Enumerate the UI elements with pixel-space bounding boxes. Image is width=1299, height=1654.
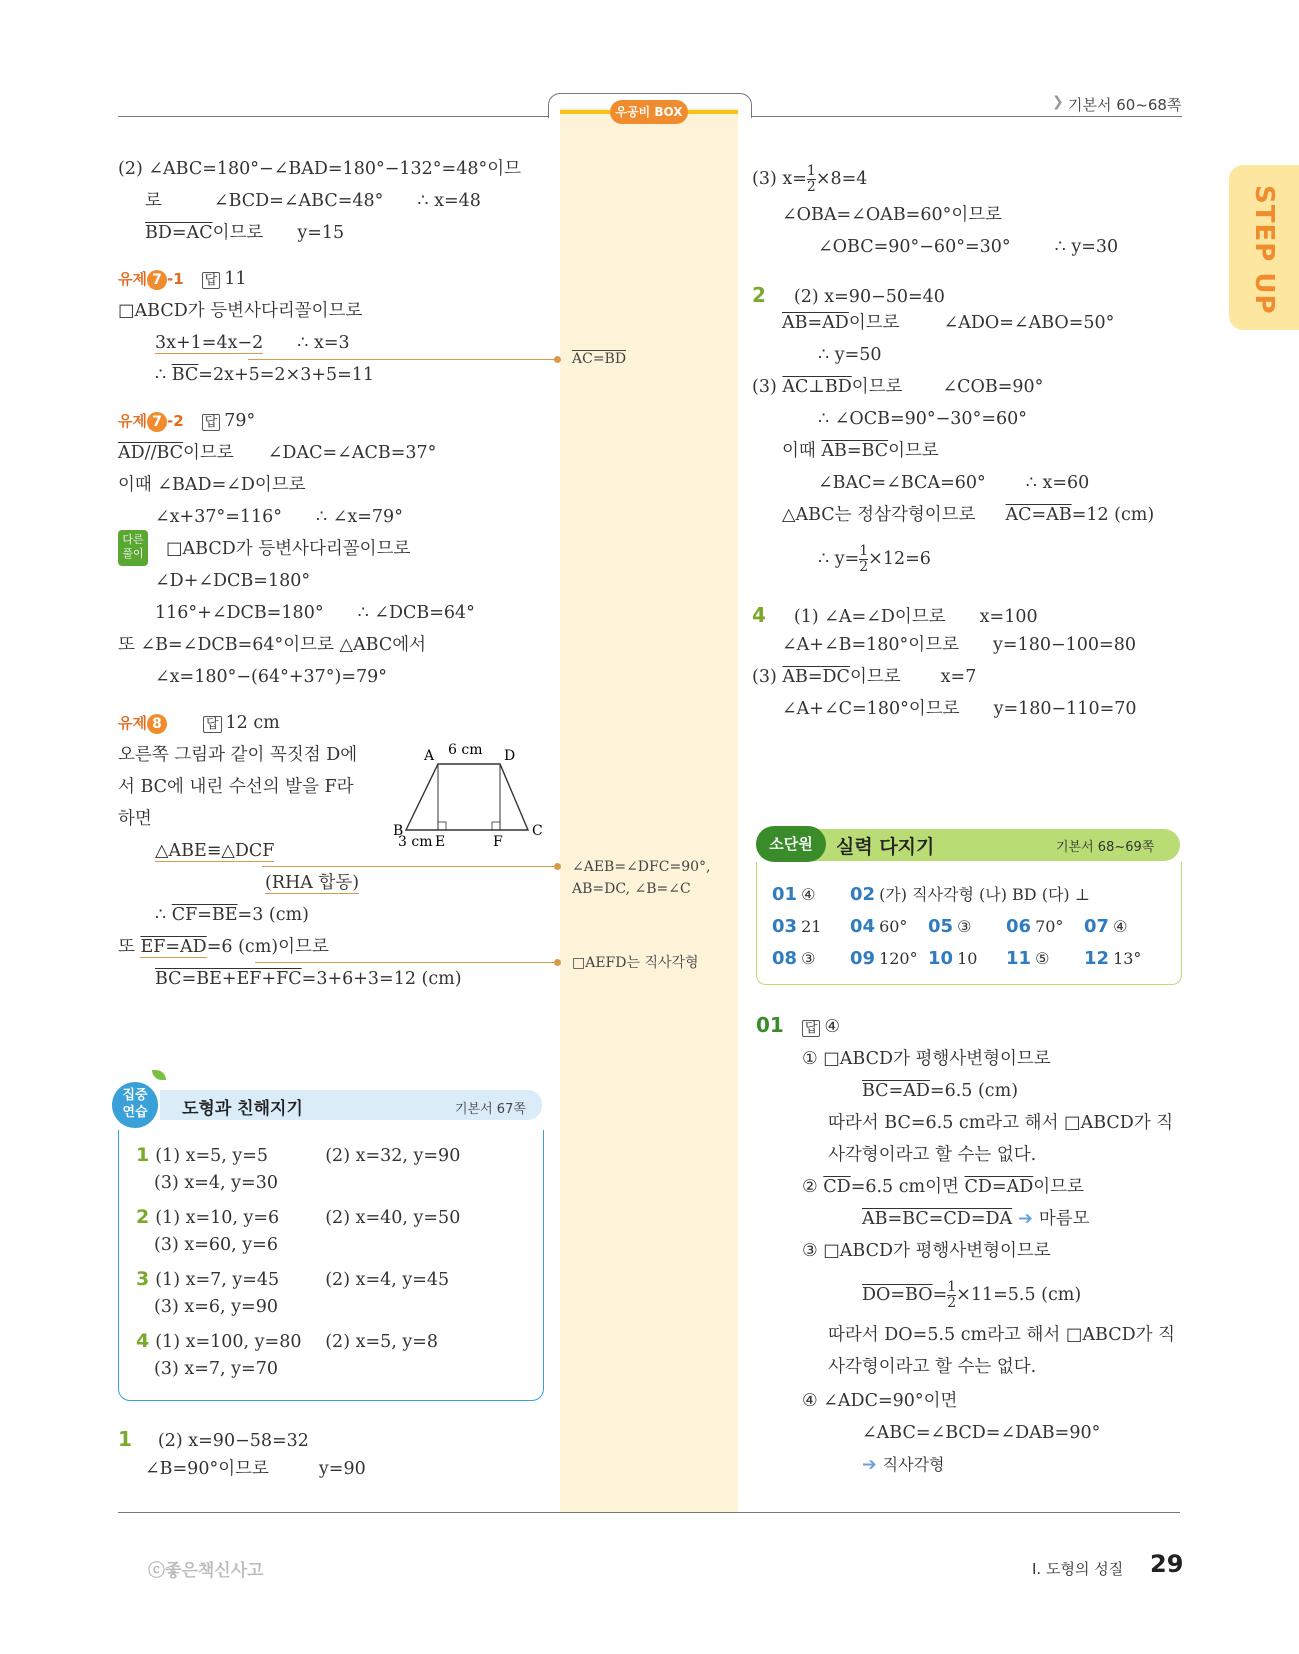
ex71-heading — [118, 268, 247, 292]
unit-answer: 04 60° — [850, 916, 908, 937]
ex8-line6: ∴ CF=BE=3 (cm) — [155, 905, 309, 925]
a01-line4: 사각형이라고 할 수는 없다. — [828, 1145, 1037, 1165]
q4-line3: (3) AB=DC이므로 x=7 — [752, 667, 977, 687]
ex8-num: 8 — [147, 714, 167, 734]
unit-answer: 07 ④ — [1084, 916, 1128, 937]
box-label: 우공비 BOX — [610, 100, 688, 124]
note1-dot — [554, 356, 561, 363]
ex71-line2 — [155, 332, 350, 354]
p3-line3: ∠OBC=90°−60°=30° ∴ y=30 — [818, 237, 1119, 257]
center-box-column — [560, 112, 738, 1512]
ex8-heading — [118, 712, 280, 736]
ex71-label: 유제 7 -1 — [118, 270, 184, 288]
p2-l3a: BD=AC — [145, 223, 213, 243]
unit-answer: 02 (가) 직사각형 (나) BD (다) ⊥ — [850, 884, 1090, 905]
ex72-line1: AD//BC이므로 ∠DAC=∠ACB=37° — [118, 443, 437, 463]
p2-line3 — [145, 222, 344, 244]
footer-chapter: I. 도형의 성질 — [1032, 1560, 1124, 1578]
note2-dot — [554, 863, 561, 870]
unit-answer: 10 10 — [928, 948, 978, 969]
a01-line8: DO=BO= $\frac{1}{2}$ ×11=5.5 (cm) — [862, 1279, 1082, 1311]
focus-badge: 집중 연습 — [122, 1088, 148, 1120]
focus-title: 도형과 친해지기 — [182, 1099, 303, 1119]
q4-line1: 4 (1) ∠A=∠D이므로 x=100 — [752, 603, 1038, 627]
page-number: 29 — [1150, 1550, 1184, 1578]
q2-line2: AB=AD이므로 ∠ADO=∠ABO=50° — [782, 313, 1115, 333]
ex8-line7: 또 EF=AD=6 (cm)이므로 — [118, 937, 329, 957]
a01-heading: 01 답 ④ — [756, 1013, 841, 1037]
p3-line2: ∠OBA=∠OAB=60°이므로 — [782, 205, 1003, 225]
fig-label-D: D — [504, 748, 516, 764]
ex72-answer: 79° — [224, 411, 256, 431]
a01-line10: 사각형이라고 할 수는 없다. — [828, 1357, 1037, 1377]
header-rule-right — [750, 116, 1182, 117]
q1-line2: ∠B=90°이므로 y=90 — [145, 1459, 366, 1479]
arrow-right-icon: ➔ — [862, 1455, 877, 1475]
unit-answer: 01 ④ — [772, 884, 816, 905]
a01-line3: 따라서 BC=6.5 cm라고 해서 □ABCD가 직 — [828, 1113, 1174, 1133]
fig-label-F: F — [493, 834, 503, 850]
p2-l3b: 이므로 — [212, 223, 264, 243]
q2-line6: 이때 AB=BC이므로 — [782, 441, 939, 461]
ex8-line4: △ABE≡△DCF — [155, 841, 275, 861]
ex72-line7: 또 ∠B=∠DCB=64°이므로 △ABC에서 — [118, 635, 427, 655]
answer-icon: 답 — [802, 1020, 821, 1037]
ex71-l2b: ∴ x=3 — [297, 333, 350, 353]
note2-leader — [262, 866, 558, 867]
fig-label-C: C — [532, 823, 543, 839]
focus-item: 1 (1) x=5, y=5 (2) x=32, y=90 — [136, 1144, 461, 1166]
note1: AC=BD — [572, 351, 627, 367]
ex8-label: 유제 8 — [118, 714, 167, 732]
p2-line1: (2) ∠ABC=180°−∠BAD=180°−132°=48°이므 — [118, 159, 522, 179]
p2-l2c: ∴ x=48 — [417, 191, 481, 211]
q4-line2: ∠A+∠B=180°이므로 y=180−100=80 — [782, 635, 1136, 655]
ex72-heading — [118, 410, 255, 434]
unit-ref: 기본서 68~69쪽 — [1056, 840, 1155, 855]
fig-label-B: B — [393, 823, 404, 839]
q2-line8: △ABC는 정삼각형이므로 AC=AB=12 (cm) — [782, 505, 1155, 525]
unit-answer: 11 ⑤ — [1006, 948, 1050, 969]
q2-line5: ∴ ∠OCB=90°−30°=60° — [818, 409, 1028, 429]
a01-line1: ① □ABCD가 평행사변형이므로 — [802, 1049, 1051, 1069]
ex8-line1: 오른쪽 그림과 같이 꼭짓점 D에 — [118, 745, 358, 765]
ex8-line8: BC=BE+EF+FC=3+6+3=12 (cm) — [155, 969, 462, 989]
fig-top-length: 6 cm — [448, 742, 483, 758]
focus-item-sub: (3) x=7, y=70 — [154, 1359, 278, 1379]
note1-leader — [248, 359, 558, 360]
unit-answer: 05 ③ — [928, 916, 972, 937]
footer-publisher: ⓒ좋은책신사고 — [148, 1561, 264, 1581]
ex72-line5: ∠D+∠DCB=180° — [155, 571, 311, 591]
p2-l2a: 로 — [145, 191, 162, 211]
ex72-line6: 116°+∠DCB=180° ∴ ∠DCB=64° — [155, 603, 475, 623]
q2-line3: ∴ y=50 — [818, 345, 882, 365]
ex8-line2: 서 BC에 내린 수선의 발을 F라 — [118, 777, 354, 797]
ex72-line8: ∠x=180°−(64°+37°)=79° — [155, 667, 388, 687]
focus-item: 3 (1) x=7, y=45 (2) x=4, y=45 — [136, 1268, 450, 1290]
ex72-num: 7 — [147, 412, 167, 432]
ex71-line1: □ABCD가 등변사다리꼴이므로 — [118, 301, 363, 321]
ex8-line3: 하면 — [118, 809, 152, 829]
ex71-answer: 11 — [224, 269, 247, 289]
a01-line13: ➔ 직사각형 — [862, 1455, 945, 1475]
fig-bottom-length: 3 cm — [398, 834, 433, 850]
ex72-line2: 이때 ∠BAD=∠D이므로 — [118, 475, 306, 495]
unit-answer: 06 70° — [1006, 916, 1064, 937]
a01-line9: 따라서 DO=5.5 cm라고 해서 □ABCD가 직 — [828, 1325, 1176, 1345]
header-ref: 기본서 60~68쪽 — [1068, 96, 1182, 114]
p2-l2b: ∠BCD=∠ABC=48° — [213, 191, 384, 211]
fig-label-E: E — [435, 834, 446, 850]
chevron-right-icon: ❯ — [1052, 94, 1064, 110]
q2-line9: ∴ y= $\frac{1}{2}$ ×12=6 — [818, 543, 931, 575]
note2a: ∠AEB=∠DFC=90°, — [572, 859, 711, 875]
q2-line7: ∠BAC=∠BCA=60° ∴ x=60 — [818, 473, 1090, 493]
q2-line4: (3) AC⊥BD이므로 ∠COB=90° — [752, 377, 1044, 397]
fig-label-A: A — [424, 748, 435, 764]
arrow-right-icon: ➔ — [1018, 1209, 1033, 1229]
a01-line12: ∠ABC=∠BCD=∠DAB=90° — [862, 1423, 1101, 1443]
unit-answer: 03 21 — [772, 916, 822, 937]
note3: □AEFD는 직사각형 — [572, 955, 699, 971]
q4-line4: ∠A+∠C=180°이므로 y=180−110=70 — [782, 699, 1137, 719]
note3-leader — [255, 962, 558, 963]
ex71-line3: ∴ $\overline{BC}=2x+5=2\times 3+5=11$ — [155, 365, 375, 385]
step-up-tab[interactable] — [1229, 165, 1299, 330]
ex8-answer: 12 cm — [225, 713, 280, 733]
answer-icon: 답 — [202, 272, 221, 289]
a01-line5: ② $\overline{CD}=6.5$ cm이면 CD=AD이므로 — [802, 1177, 1084, 1197]
header-rule-left — [118, 116, 548, 117]
focus-item: 4 (1) x=100, y=80 (2) x=5, y=8 — [136, 1330, 439, 1352]
p3-line1: (3) x= $\frac{1}{2}$ ×8=4 — [752, 163, 868, 195]
a01-line7: ③ □ABCD가 평행사변형이므로 — [802, 1241, 1051, 1261]
note3-dot — [554, 959, 561, 966]
ex8-line5: (RHA 합동) — [265, 873, 360, 893]
answer-icon: 답 — [203, 716, 222, 733]
q1-line1: 1 (2) x=90−58=32 — [118, 1427, 309, 1451]
ex72-label: 유제 7 -2 — [118, 412, 184, 430]
focus-item-sub: (3) x=60, y=6 — [154, 1235, 278, 1255]
leaf-icon — [152, 1070, 166, 1080]
answer-icon: 답 — [202, 414, 221, 431]
alt-solution-badge: 다른 풀이 — [118, 530, 148, 566]
unit-badge: 소단원 — [756, 826, 826, 862]
trapezoid-figure — [388, 740, 548, 850]
unit-title: 실력 다지기 — [836, 836, 935, 858]
p2-l3c: y=15 — [297, 223, 345, 243]
step-up-label: STEP UP — [1249, 185, 1279, 315]
a01-line2: BC=AD=6.5 (cm) — [862, 1081, 1019, 1101]
focus-item: 2 (1) x=10, y=6 (2) x=40, y=50 — [136, 1206, 461, 1228]
ex71-l2a: 3x+1=4x−2 — [155, 333, 264, 353]
focus-item-sub: (3) x=4, y=30 — [154, 1173, 278, 1193]
focus-ref: 기본서 67쪽 — [455, 1102, 526, 1117]
p2-line2 — [145, 190, 481, 212]
unit-answer: 12 13° — [1084, 948, 1142, 969]
q2-line1: 2 (2) x=90−50=40 — [752, 283, 945, 307]
a01-line6: AB=BC=CD=DA ➔ 마름모 — [862, 1209, 1090, 1229]
ex72-line4: □ABCD가 등변사다리꼴이므로 — [166, 539, 411, 559]
ex71-num: 7 — [147, 270, 167, 290]
unit-answer: 09 120° — [850, 948, 918, 969]
footer-rule — [118, 1512, 1180, 1513]
note2b: AB=DC, ∠B=∠C — [572, 881, 691, 897]
ex72-line3: ∠x+37°=116° ∴ ∠x=79° — [155, 507, 403, 527]
focus-item-sub: (3) x=6, y=90 — [154, 1297, 278, 1317]
a01-line11: ④ ∠ADC=90°이면 — [802, 1391, 958, 1411]
unit-answer: 08 ③ — [772, 948, 816, 969]
